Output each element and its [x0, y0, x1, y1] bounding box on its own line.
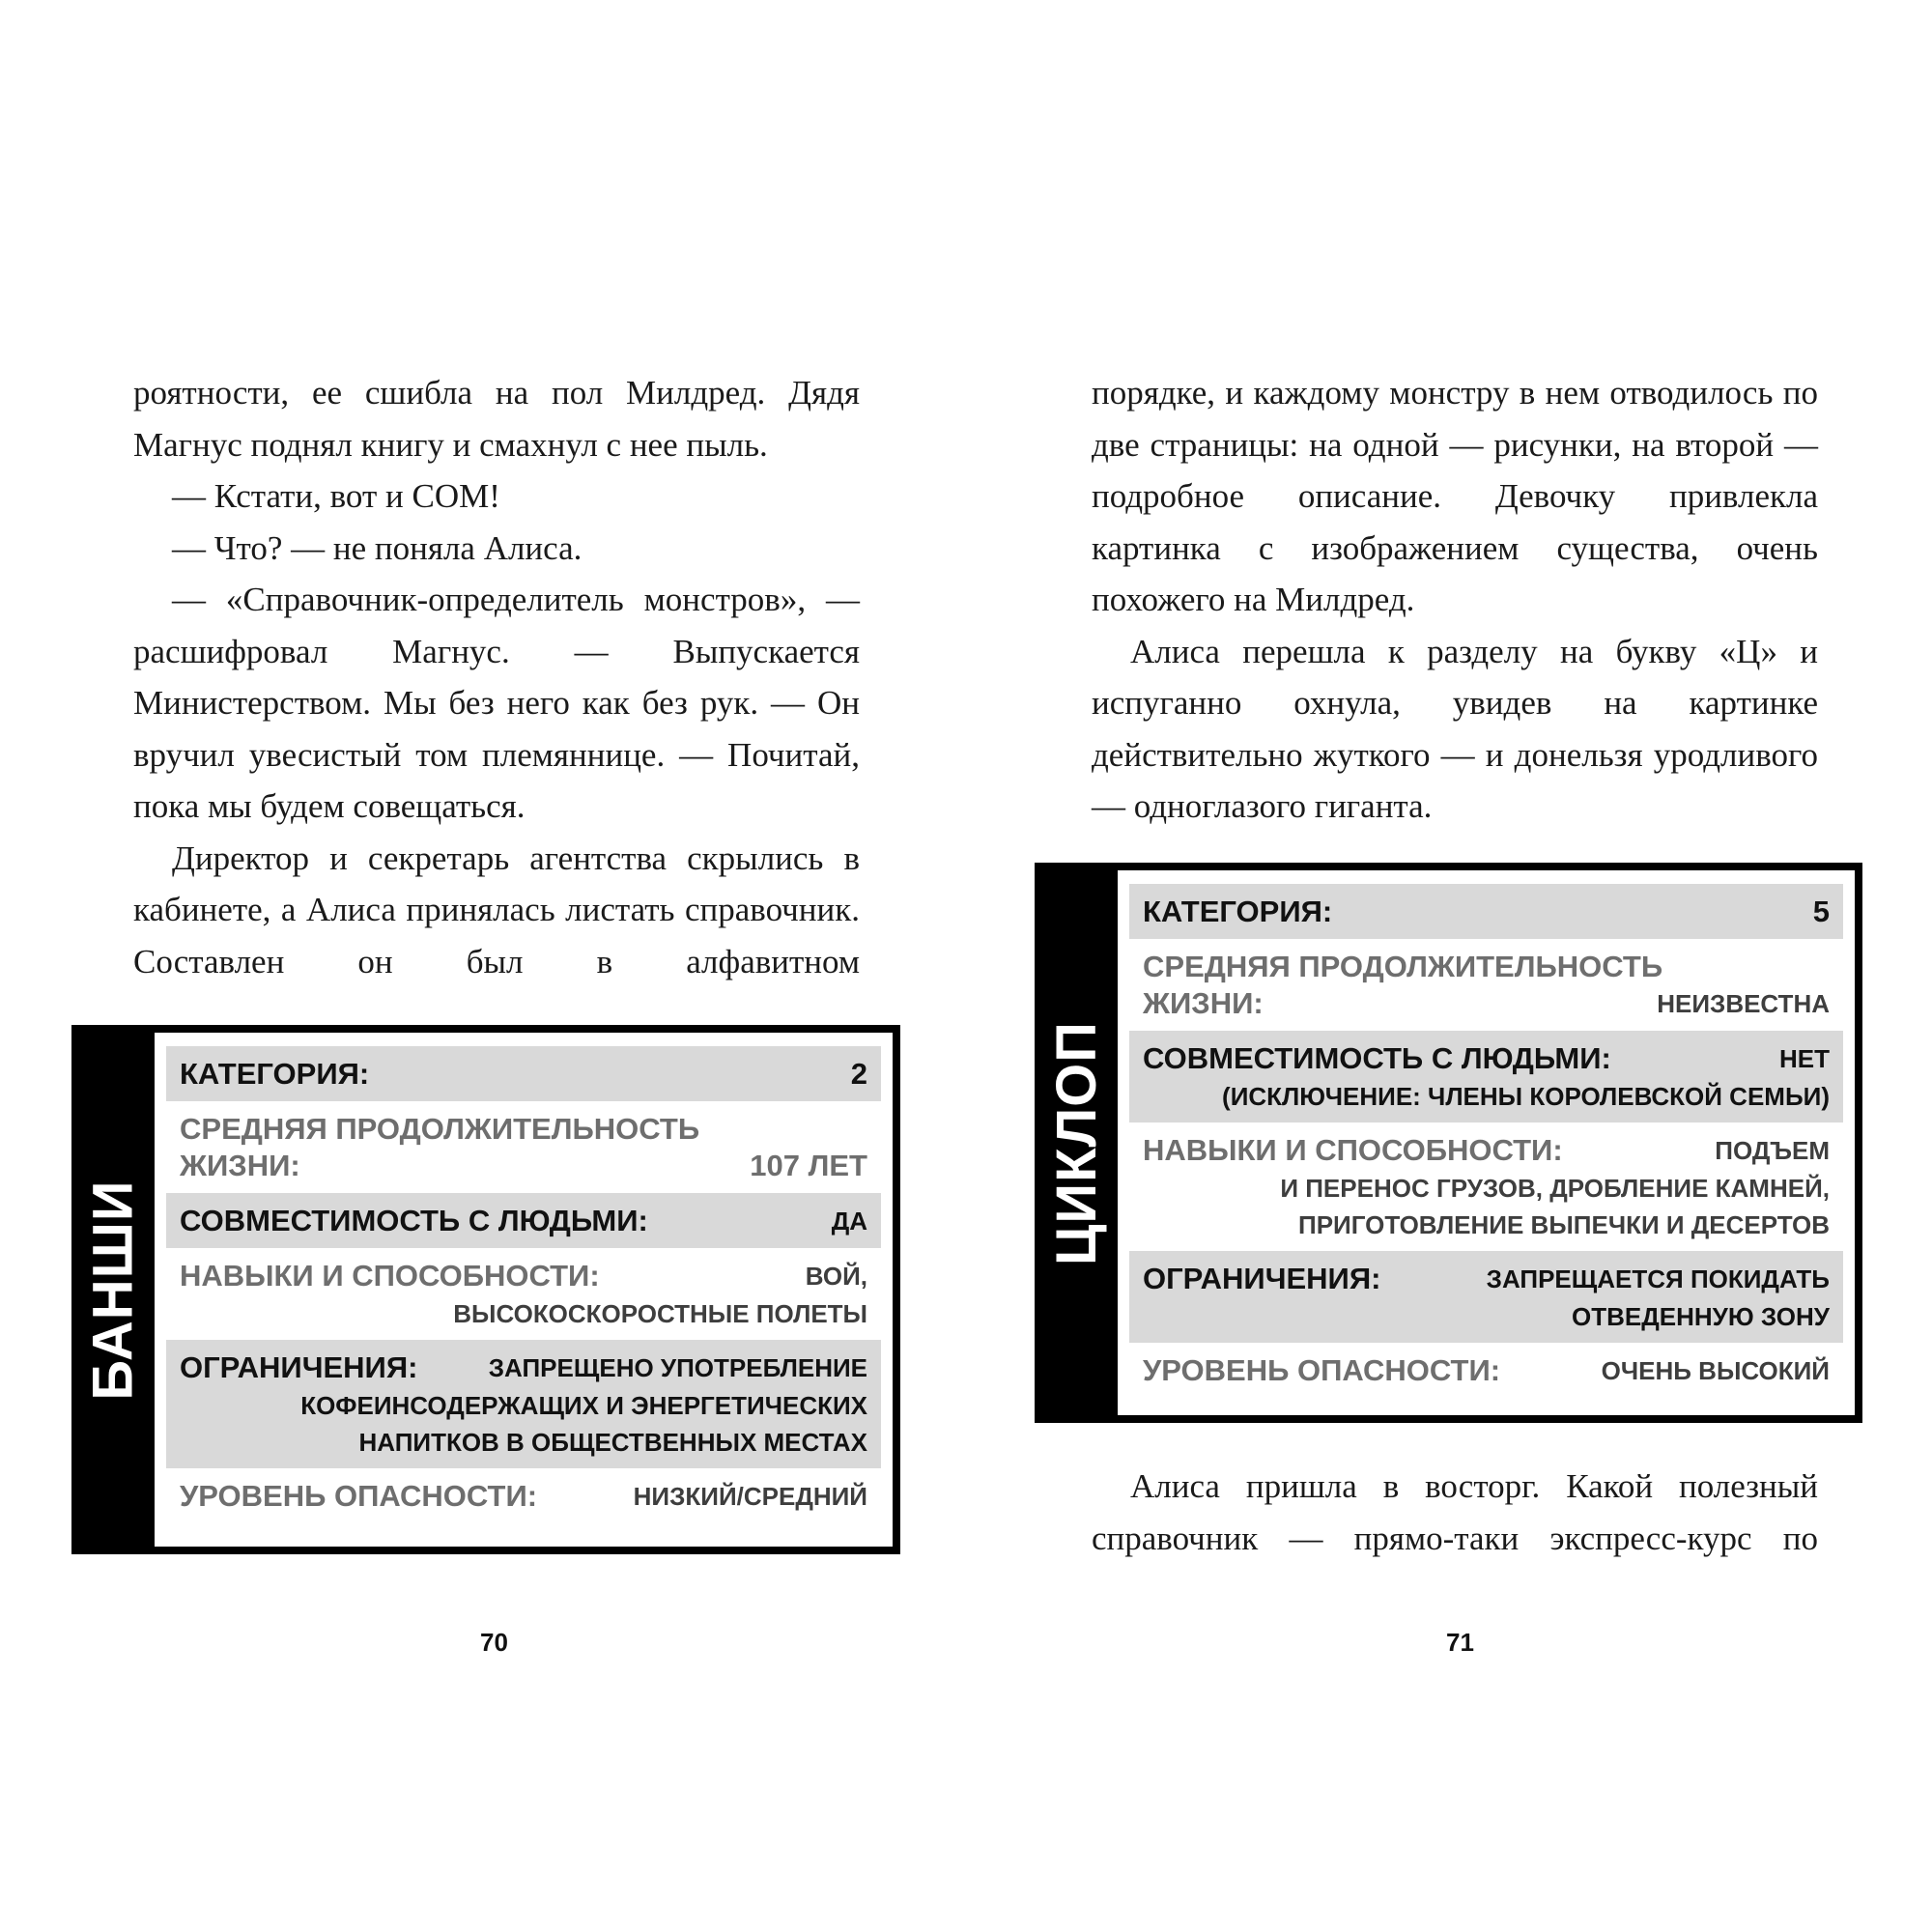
danger-value: НИЗКИЙ/СРЕДНИЙ [633, 1482, 867, 1511]
skills-value: ПОДЪЕМ [1715, 1136, 1830, 1165]
compat-value: НЕТ [1779, 1044, 1830, 1073]
skills-label: НАВЫКИ И СПОСОБНОСТИ: [180, 1259, 600, 1293]
paragraph: Алиса пришла в восторг. Какой полезный справочник — прямо-таки экспресс-курс по [1092, 1467, 1818, 1557]
page-right [966, 0, 1932, 1932]
card-title: БАНШИ [81, 1179, 145, 1401]
card-title-tab [71, 1025, 155, 1554]
compat-label: СОВМЕСТИМОСТЬ С ЛЮДЬМИ: [180, 1204, 648, 1237]
card-title: ЦИКЛОП [1044, 1020, 1108, 1265]
row-category [166, 1046, 881, 1101]
compat-value: ДА [831, 1207, 867, 1236]
monster-card-banshee [71, 1025, 900, 1554]
paragraph: — Что? — не поняла Алиса. [172, 528, 582, 567]
paragraph: порядке, и каждому монстру в нем отводилось по две страницы: на одной — рисунки, на второй — подробное описание. Девочку привлекла картинка с изображением существа, очень похожего на Милдред. [1092, 374, 1818, 618]
limits-value: ЗАПРЕЩЕНО УПОТРЕБЛЕНИЕ [488, 1353, 867, 1382]
limits-label: ОГРАНИЧЕНИЯ: [1143, 1262, 1381, 1295]
page-number: 71 [1446, 1628, 1474, 1657]
paragraph: — «Справочник-определитель монстров», — расшифровал Магнус. — Выпускается Министерством. Мы без него как без рук. — Он вручил увесистый том племяннице. — Почитай, пока мы будем совещаться. [133, 581, 860, 825]
row-limitations [1129, 1251, 1843, 1343]
limits-value: ЗАПРЕЩАЕТСЯ ПОКИДАТЬ [1486, 1264, 1830, 1293]
skills-value-cont: И ПЕРЕНОС ГРУЗОВ, ДРОБЛЕНИЕ КАМНЕЙ, [1280, 1174, 1830, 1203]
row-compatibility [1129, 1031, 1843, 1122]
lifespan-label-cont: ЖИЗНИ: [1143, 986, 1264, 1020]
lifespan-label: СРЕДНЯЯ ПРОДОЛЖИТЕЛЬНОСТЬ [180, 1112, 700, 1146]
row-compatibility [166, 1193, 881, 1248]
paragraph: Директор и секретарь агентства скрылись в кабинете, а Алиса принялась листать справочник. Составлен он был в алфавитном [133, 838, 860, 980]
limits-value-cont: КОФЕИНСОДЕРЖАЩИХ И ЭНЕРГЕТИЧЕСКИХ [300, 1391, 867, 1420]
limits-label: ОГРАНИЧЕНИЯ: [180, 1350, 418, 1384]
skills-value: ВОЙ, [805, 1262, 867, 1291]
category-label: КАТЕГОРИЯ: [180, 1057, 370, 1091]
skills-value-cont: ВЫСОКОСКОРОСТНЫЕ ПОЛЕТЫ [453, 1299, 867, 1328]
danger-value: ОЧЕНЬ ВЫСОКИЙ [1601, 1356, 1830, 1385]
paragraph: — Кстати, вот и СОМ! [172, 477, 500, 515]
body-text [1092, 367, 1818, 833]
row-lifespan [1129, 939, 1843, 1031]
body-text [133, 367, 860, 987]
row-danger [166, 1468, 881, 1523]
card-body [155, 1033, 893, 1547]
compat-value-cont: (ИСКЛЮЧЕНИЕ: ЧЛЕНЫ КОРОЛЕВСКОЙ СЕМЬИ) [1222, 1082, 1830, 1111]
limits-value-cont: ОТВЕДЕННУЮ ЗОНУ [1572, 1302, 1830, 1331]
page-number: 70 [480, 1628, 508, 1657]
row-limitations [166, 1340, 881, 1468]
row-danger [1129, 1343, 1843, 1398]
danger-label: УРОВЕНЬ ОПАСНОСТИ: [180, 1479, 538, 1513]
body-text [1092, 1461, 1818, 1564]
compat-label: СОВМЕСТИМОСТЬ С ЛЮДЬМИ: [1143, 1041, 1611, 1075]
paragraph: роятности, ее сшибла на пол Милдред. Дядя Магнус поднял книгу и смахнул с нее пыль. [133, 374, 860, 464]
limits-value-cont: НАПИТКОВ В ОБЩЕСТВЕННЫХ МЕСТАХ [358, 1428, 867, 1457]
row-skills [166, 1248, 881, 1340]
card-body [1118, 870, 1855, 1415]
lifespan-label: СРЕДНЯЯ ПРОДОЛЖИТЕЛЬНОСТЬ [1143, 950, 1663, 983]
category-label: КАТЕГОРИЯ: [1143, 895, 1333, 928]
lifespan-value: 107 ЛЕТ [750, 1149, 867, 1182]
row-skills [1129, 1122, 1843, 1251]
category-value: 2 [850, 1057, 867, 1091]
card-title-tab [1035, 863, 1118, 1423]
paragraph: Алиса перешла к разделу на букву «Ц» и испуганно охнула, увидев на картинке действительно жуткого — и донельзя уродливого — одноглазого гиганта. [1092, 632, 1818, 825]
skills-value-cont: ПРИГОТОВЛЕНИЕ ВЫПЕЧКИ И ДЕСЕРТОВ [1298, 1210, 1830, 1239]
row-category [1129, 884, 1843, 939]
row-lifespan [166, 1101, 881, 1193]
skills-label: НАВЫКИ И СПОСОБНОСТИ: [1143, 1133, 1563, 1167]
category-value: 5 [1812, 895, 1830, 928]
danger-label: УРОВЕНЬ ОПАСНОСТИ: [1143, 1353, 1501, 1387]
lifespan-label-cont: ЖИЗНИ: [180, 1149, 300, 1182]
monster-card-cyclops [1035, 863, 1862, 1423]
lifespan-value: НЕИЗВЕСТНА [1657, 989, 1830, 1018]
